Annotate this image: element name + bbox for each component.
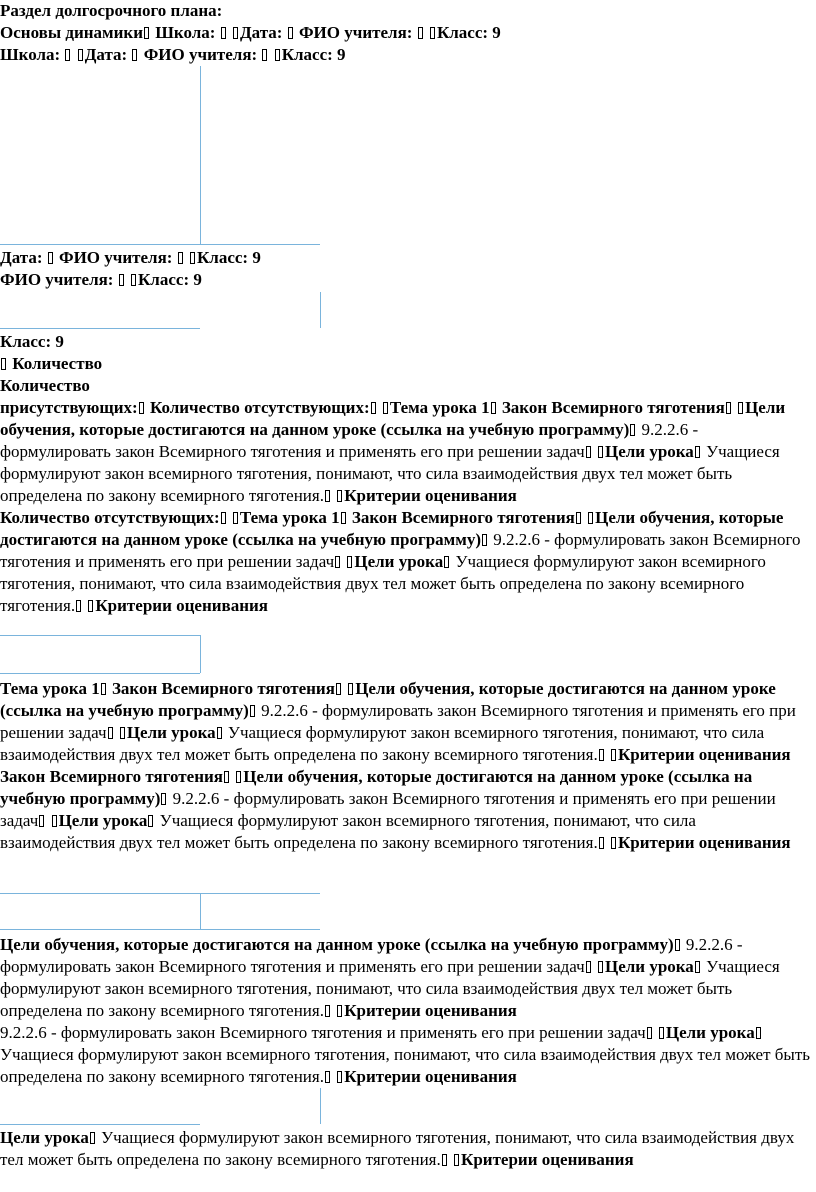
missing-glyph-icon: [65, 49, 70, 61]
missing-glyph-icon: [599, 837, 604, 849]
missing-glyph-icon: [190, 252, 195, 264]
missing-glyph-icon: [236, 771, 241, 783]
lesson-goals-value: Учащиеся формулируют закон всемирного тяготения, понимают, что сила взаимодействия двух тел может быть определена по закону всемирного тяготения.: [0, 1128, 795, 1169]
topic-label: Тема урока 1: [239, 508, 340, 527]
lesson-goals-value: Учащиеся формулируют закон всемирного тяготения, понимают, что сила взаимодействия двух тел может быть определена по закону всемирного тяготения.: [0, 442, 780, 505]
lesson-goals-label: Цели урока: [665, 1023, 755, 1042]
missing-glyph-icon: [217, 727, 222, 739]
goals-label: Цели обучения, которые достигаются на данном уроке (ссылка на учебную программу): [0, 767, 753, 808]
school-label: Школа:: [155, 23, 216, 42]
missing-glyph-icon: [738, 402, 743, 414]
absent-label: Количество отсутствующих:: [149, 398, 370, 417]
missing-glyph-icon: [347, 556, 352, 568]
missing-glyph-icon: [275, 49, 280, 61]
missing-glyph-icon: [224, 771, 229, 783]
header-block: [0, 0, 812, 66]
criteria-label: Критерии оценивания: [344, 486, 517, 505]
table-rule: [200, 635, 201, 673]
missing-glyph-icon: [695, 961, 700, 973]
missing-glyph-icon: [659, 1027, 664, 1039]
criteria-label: Критерии оценивания: [344, 1067, 517, 1086]
missing-glyph-icon: [482, 534, 487, 546]
table-rule: [200, 893, 201, 929]
table-rule: [0, 635, 200, 636]
teacher-label: ФИО учителя:: [143, 45, 258, 64]
missing-glyph-icon: [90, 1132, 95, 1144]
missing-glyph-icon: [418, 27, 423, 39]
date-label: Дата:: [0, 248, 43, 267]
missing-glyph-icon: [288, 27, 293, 39]
class-label: Класс: 9: [436, 23, 501, 42]
topic-label: Тема урока 1: [389, 398, 490, 417]
class-label: Класс: 9: [196, 248, 261, 267]
teacher-label: ФИО учителя:: [58, 248, 173, 267]
lesson-goals-label: Цели урока: [354, 552, 444, 571]
goals-value: 9.2.2.6 - формулировать закон Всемирного тяготения и применять его при решении задач: [0, 701, 796, 742]
missing-glyph-icon: [39, 815, 44, 827]
criteria-label: Критерии оценивания: [95, 596, 269, 615]
lesson-goals-label: Цели урока: [58, 811, 148, 830]
lesson-goals-label: Цели урока: [0, 1128, 89, 1147]
missing-glyph-icon: [52, 815, 57, 827]
missing-glyph-icon: [233, 512, 238, 524]
missing-glyph-icon: [221, 27, 226, 39]
missing-glyph-icon: [576, 512, 581, 524]
missing-glyph-icon: [262, 49, 267, 61]
missing-glyph-icon: [48, 252, 53, 264]
missing-glyph-icon: [139, 402, 144, 414]
topic-value: Закон Всемирного тяготения: [111, 679, 335, 698]
goals-value: 9.2.2.6 - формулировать закон Всемирного тяготения и применять его при решении задач: [0, 789, 776, 830]
missing-glyph-icon: [76, 600, 81, 612]
missing-glyph-icon: [611, 837, 616, 849]
goals-label: Цели обучения, которые достигаются на данном уроке (ссылка на учебную программу): [0, 679, 776, 720]
missing-glyph-icon: [335, 556, 340, 568]
school-label: Школа:: [0, 45, 61, 64]
date-label: Дата:: [239, 23, 283, 42]
table-rule: [320, 1088, 321, 1124]
criteria-label: Критерии оценивания: [344, 1001, 517, 1020]
missing-glyph-icon: [144, 27, 149, 39]
missing-glyph-icon: [444, 556, 449, 568]
goals-value: 9.2.2.6 - формулировать закон Всемирного тяготения и применять его при решении задач: [0, 530, 801, 571]
missing-glyph-icon: [598, 446, 603, 458]
missing-glyph-icon: [178, 252, 183, 264]
missing-glyph-icon: [695, 446, 700, 458]
missing-glyph-icon: [250, 705, 255, 717]
missing-glyph-icon: [101, 683, 106, 695]
missing-glyph-icon: [586, 446, 591, 458]
goals-value: 9.2.2.6 - формулировать закон Всемирного тяготения и применять его при решении задач: [0, 1023, 646, 1042]
criteria-label: Критерии оценивания: [617, 745, 791, 764]
missing-glyph-icon: [586, 961, 591, 973]
goals-label: Цели обучения, которые достигаются на данном уроке (ссылка на учебную программу): [0, 508, 784, 549]
date-label: Дата:: [84, 45, 128, 64]
present-label: присутствующих:: [0, 398, 138, 417]
missing-glyph-icon: [383, 402, 388, 414]
absent-label: Количество отсутствующих:: [0, 508, 220, 527]
missing-glyph-icon: [325, 490, 330, 502]
goals-value: 9.2.2.6 - формулировать закон Всемирного тяготения и применять его при решении задач: [0, 420, 699, 461]
table-rule: [0, 893, 320, 894]
missing-glyph-icon: [233, 27, 238, 39]
missing-glyph-icon: [119, 274, 124, 286]
missing-glyph-icon: [611, 749, 616, 761]
missing-glyph-icon: [336, 683, 341, 695]
missing-glyph-icon: [88, 600, 93, 612]
missing-glyph-icon: [78, 49, 83, 61]
missing-glyph-icon: [120, 727, 125, 739]
missing-glyph-icon: [108, 727, 113, 739]
missing-glyph-icon: [325, 1071, 330, 1083]
missing-glyph-icon: [430, 27, 435, 39]
missing-glyph-icon: [325, 1005, 330, 1017]
section-value: Основы динамики: [0, 23, 143, 42]
missing-glyph-icon: [647, 1027, 652, 1039]
teacher-label: ФИО учителя:: [298, 23, 413, 42]
missing-glyph-icon: [161, 793, 166, 805]
date-block: [0, 247, 812, 291]
lesson-goals-value: Учащиеся формулируют закон всемирного тяготения, понимают, что сила взаимодействия двух тел может быть определена по закону всемирного тяготения.: [0, 957, 780, 1020]
missing-glyph-icon: [442, 1154, 447, 1166]
class-label: Класс: 9: [281, 45, 346, 64]
lesson-goals-value: Учащиеся формулируют закон всемирного тяготения, понимают, что сила взаимодействия двух тел может быть определена по закону всемирного тяготения.: [0, 811, 696, 852]
goals-label: Цели обучения, которые достигаются на данном уроке (ссылка на учебную программу): [0, 398, 786, 439]
missing-glyph-icon: [337, 1071, 342, 1083]
count-label: Количество: [12, 354, 103, 373]
missing-glyph-icon: [1, 358, 6, 370]
goals-value: 9.2.2.6 - формулировать закон Всемирного тяготения и применять его при решении задач: [0, 935, 743, 976]
table-rule: [0, 673, 200, 674]
missing-glyph-icon: [598, 961, 603, 973]
table-rule: [0, 244, 320, 245]
missing-glyph-icon: [148, 815, 153, 827]
missing-glyph-icon: [132, 49, 137, 61]
class-label: Класс: 9: [0, 332, 64, 351]
goals-block: [0, 934, 812, 1088]
topic-value: Закон Всемирного тяготения: [351, 508, 575, 527]
plan-heading: Раздел долгосрочного плана:: [0, 1, 223, 20]
topic-label: Тема урока 1: [0, 679, 100, 698]
topic-value: Закон Всемирного тяготения: [501, 398, 725, 417]
missing-glyph-icon: [588, 512, 593, 524]
lesson-goals-label: Цели урока: [604, 442, 694, 461]
missing-glyph-icon: [371, 402, 376, 414]
missing-glyph-icon: [756, 1027, 761, 1039]
class-block: [0, 331, 812, 617]
missing-glyph-icon: [491, 402, 496, 414]
lesson-goals-label: Цели урока: [604, 957, 694, 976]
missing-glyph-icon: [630, 424, 635, 436]
table-rule: [0, 929, 320, 930]
lesson-goals-label: Цели урока: [126, 723, 216, 742]
missing-glyph-icon: [337, 1005, 342, 1017]
missing-glyph-icon: [454, 1154, 459, 1166]
topic-value: Закон Всемирного тяготения: [0, 767, 223, 786]
lesson-goals-value: Учащиеся формулируют закон всемирного тяготения, понимают, что сила взаимодействия двух тел может быть определена по закону всемирного тяготения.: [0, 552, 766, 615]
missing-glyph-icon: [221, 512, 226, 524]
teacher-label: ФИО учителя:: [0, 270, 114, 289]
lesson-goals-block: [0, 1127, 812, 1171]
topic-block: [0, 678, 812, 854]
lesson-goals-value: Учащиеся формулируют закон всемирного тяготения, понимают, что сила взаимодействия двух тел может быть определена по закону всемирного тяготения.: [0, 1045, 811, 1086]
table-rule: [0, 328, 200, 329]
missing-glyph-icon: [131, 274, 136, 286]
criteria-label: Критерии оценивания: [461, 1150, 634, 1169]
criteria-label: Критерии оценивания: [617, 833, 791, 852]
missing-glyph-icon: [348, 683, 353, 695]
table-rule: [320, 292, 321, 328]
missing-glyph-icon: [726, 402, 731, 414]
missing-glyph-icon: [341, 512, 346, 524]
missing-glyph-icon: [599, 749, 604, 761]
table-rule: [200, 66, 201, 244]
missing-glyph-icon: [337, 490, 342, 502]
count-label: Количество: [0, 376, 90, 395]
table-rule: [0, 1124, 200, 1125]
goals-label: Цели обучения, которые достигаются на данном уроке (ссылка на учебную программу): [0, 935, 674, 954]
missing-glyph-icon: [675, 939, 680, 951]
lesson-goals-value: Учащиеся формулируют закон всемирного тяготения, понимают, что сила взаимодействия двух тел может быть определена по закону всемирного тяготения.: [0, 723, 765, 764]
class-label: Класс: 9: [137, 270, 202, 289]
